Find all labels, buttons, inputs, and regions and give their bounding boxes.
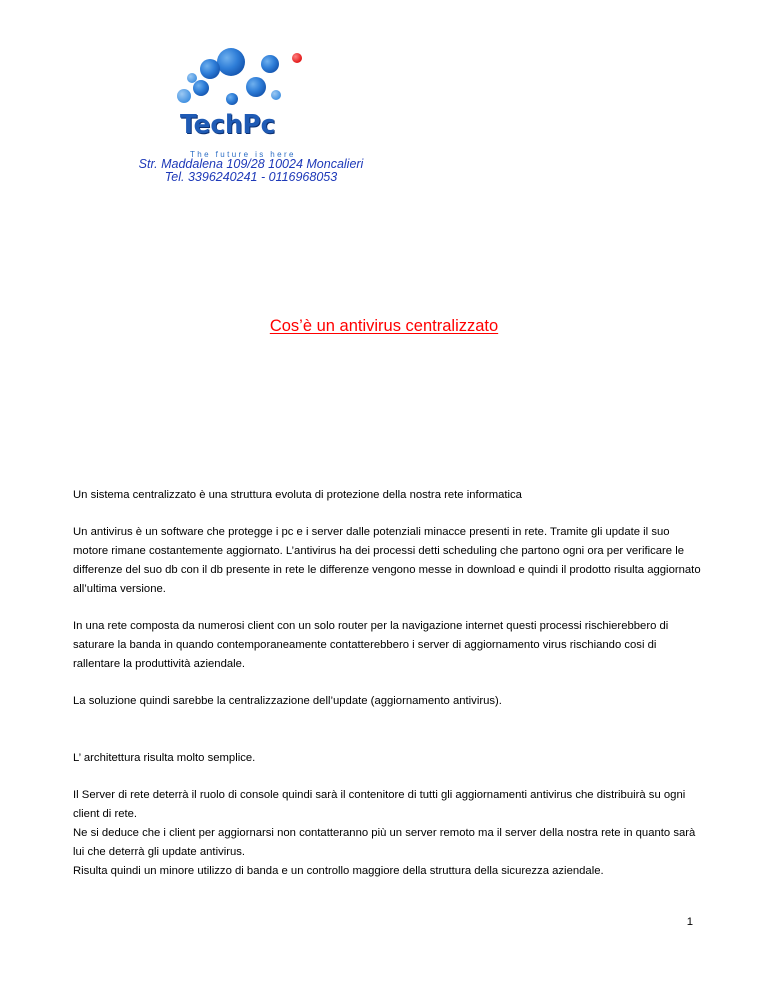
bubble: [261, 55, 279, 73]
page-number: 1: [686, 916, 693, 928]
paragraph: Risulta quindi un minore utilizzo di banda e un controllo maggiore della struttura della sicurezza aziendale.: [73, 865, 604, 877]
bubble: [200, 59, 220, 79]
bubble: [292, 53, 302, 63]
paragraph: In una rete composta da numerosi client con un solo router per la navigazione internet questi processi rischierebbero di saturare la banda in quando contemporaneamente contatterebbero i server di aggiornamento virus rischiando cosi di rallentare la produttività aziendale.: [73, 620, 669, 670]
paragraph: La soluzione quindi sarebbe la centralizzazione dell’update (aggiornamento antivirus).: [73, 695, 502, 707]
paragraph: L’ architettura risulta molto semplice.: [73, 752, 256, 764]
paragraph: Un antivirus è un software che protegge i pc e i server dalle potenziali minacce presenti in rete. Tramite gli update il suo motore rimane costantemente aggiornato. L’antivirus ha dei processi detti scheduling che partono ogni ora per verificare le differenze del suo db con il db presente in rete le differenze vengono messe in download e quindi il prodotto risulta aggiornato all’ultima versione.: [73, 526, 701, 595]
brand-slogan: The future is here: [190, 150, 296, 159]
paragraph: Un sistema centralizzato è una struttura evoluta di protezione della nostra rete informatica: [73, 489, 522, 501]
address-line: Str. Maddalena 109/28 10024 Moncalieri: [138, 157, 364, 171]
document-title: Cos’è un antivirus centralizzato: [269, 317, 499, 335]
brand-name: TechPc: [180, 110, 276, 140]
bubble: [177, 89, 191, 103]
phone-line: Tel. 3396240241 - 0116968053: [164, 170, 338, 184]
company-logo: [112, 22, 388, 196]
paragraph: Il Server di rete deterrà il ruolo di console quindi sarà il contenitore di tutti gli aggiornamenti antivirus che distribuirà su ogni client di rete.: [73, 789, 686, 820]
bubble: [246, 77, 266, 97]
bubble: [193, 80, 209, 96]
bubble: [187, 73, 197, 83]
bubble: [217, 48, 245, 76]
bubble: [226, 93, 238, 105]
bubble: [271, 90, 281, 100]
document-body: [73, 486, 705, 881]
paragraph: Ne si deduce che i client per aggiornarsi non contatteranno più un server remoto ma il server della nostra rete in quanto sarà lui che deterrà gli update antivirus.: [73, 827, 696, 858]
